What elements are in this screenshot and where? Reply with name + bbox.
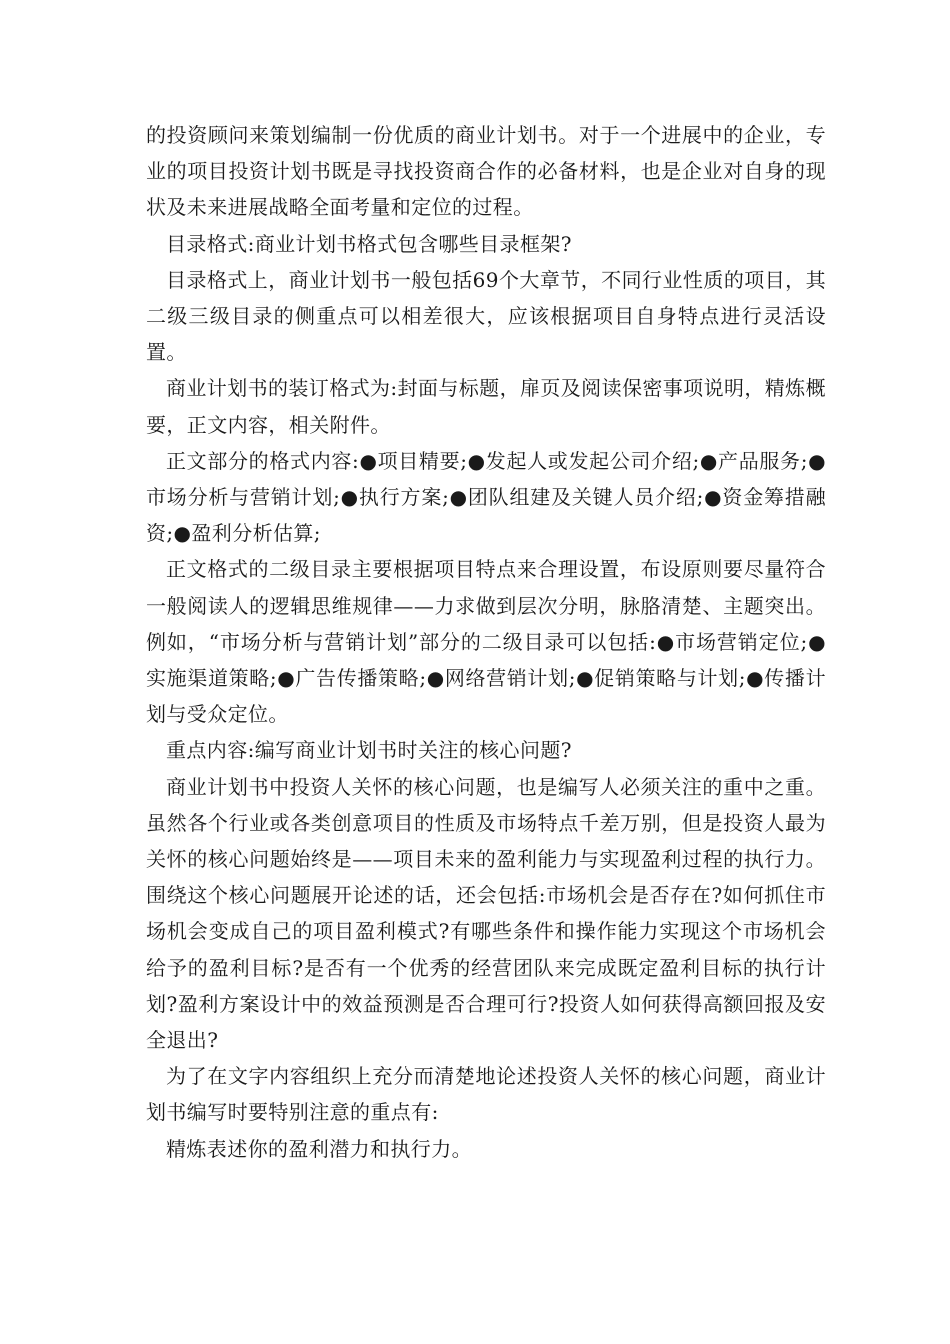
paragraph-secondary-directory: 正文格式的二级目录主要根据项目特点来合理设置，布设原则要尽量符合一般阅读人的逻辑思维规律——力求做到层次分明，脉胳清楚、主题突出。例如，“市场分析与营销计划”部分的二级目录可以包括:●市场营销定位;●实施渠道策略;●广告传播策略;●网络营销计划;●促销策略与计划;●传播计划与受众定位。 [146, 557, 826, 727]
paragraph-profit-potential: 精炼表述你的盈利潜力和执行力。 [166, 1136, 472, 1161]
document-page [146, 117, 826, 1167]
paragraph-body-content-format: 正文部分的格式内容:●项目精要;●发起人或发起公司介绍;●产品服务;●市场分析与营销计划;●执行方案;●团队组建及关键人员介绍;●资金筹措融资;●盈利分析估算; [146, 448, 826, 546]
paragraph-binding-format: 商业计划书的装订格式为:封面与标题，扉页及阅读保密事项说明，精炼概要，正文内容，相关附件。 [146, 376, 826, 437]
heading-key-content: 重点内容:编写商业计划书时关注的核心问题? [166, 738, 572, 763]
paragraph-intro-continuation: 的投资顾问来策划编制一份优质的商业计划书。对于一个进展中的企业，专业的项目投资计划书既是寻找投资商合作的必备材料，也是企业对自身的现状及未来进展战略全面考量和定位的过程。 [146, 123, 826, 220]
paragraph-directory-format: 目录格式上，商业计划书一般包括69个大章节，不同行业性质的项目，其二级三级目录的侧重点可以相差很大，应该根据项目自身特点进行灵活设置。 [146, 267, 826, 365]
paragraph-core-issues: 商业计划书中投资人关怀的核心问题，也是编写人必须关注的重中之重。虽然各个行业或各类创意项目的性质及市场特点千差万别，但是投资人最为关怀的核心问题始终是——项目未来的盈利能力与实现盈利过程的执行力。围绕这个核心问题展开论述的话，还会包括:市场机会是否存在?如何抓住市场机会变成自己的项目盈利模式?有哪些条件和操作能力实现这个市场机会给予的盈利目标?是否有一个优秀的经营团队来完成既定盈利目标的执行计划?盈利方案设计中的效益预测是否合理可行?投资人如何获得高额回报及安全退出? [146, 774, 826, 1053]
heading-directory-format: 目录格式:商业计划书格式包含哪些目录框架? [166, 231, 572, 256]
paragraph-key-points-intro: 为了在文字内容组织上充分而清楚地论述投资人关怀的核心问题，商业计划书编写时要特别注意的重点有: [146, 1064, 826, 1125]
